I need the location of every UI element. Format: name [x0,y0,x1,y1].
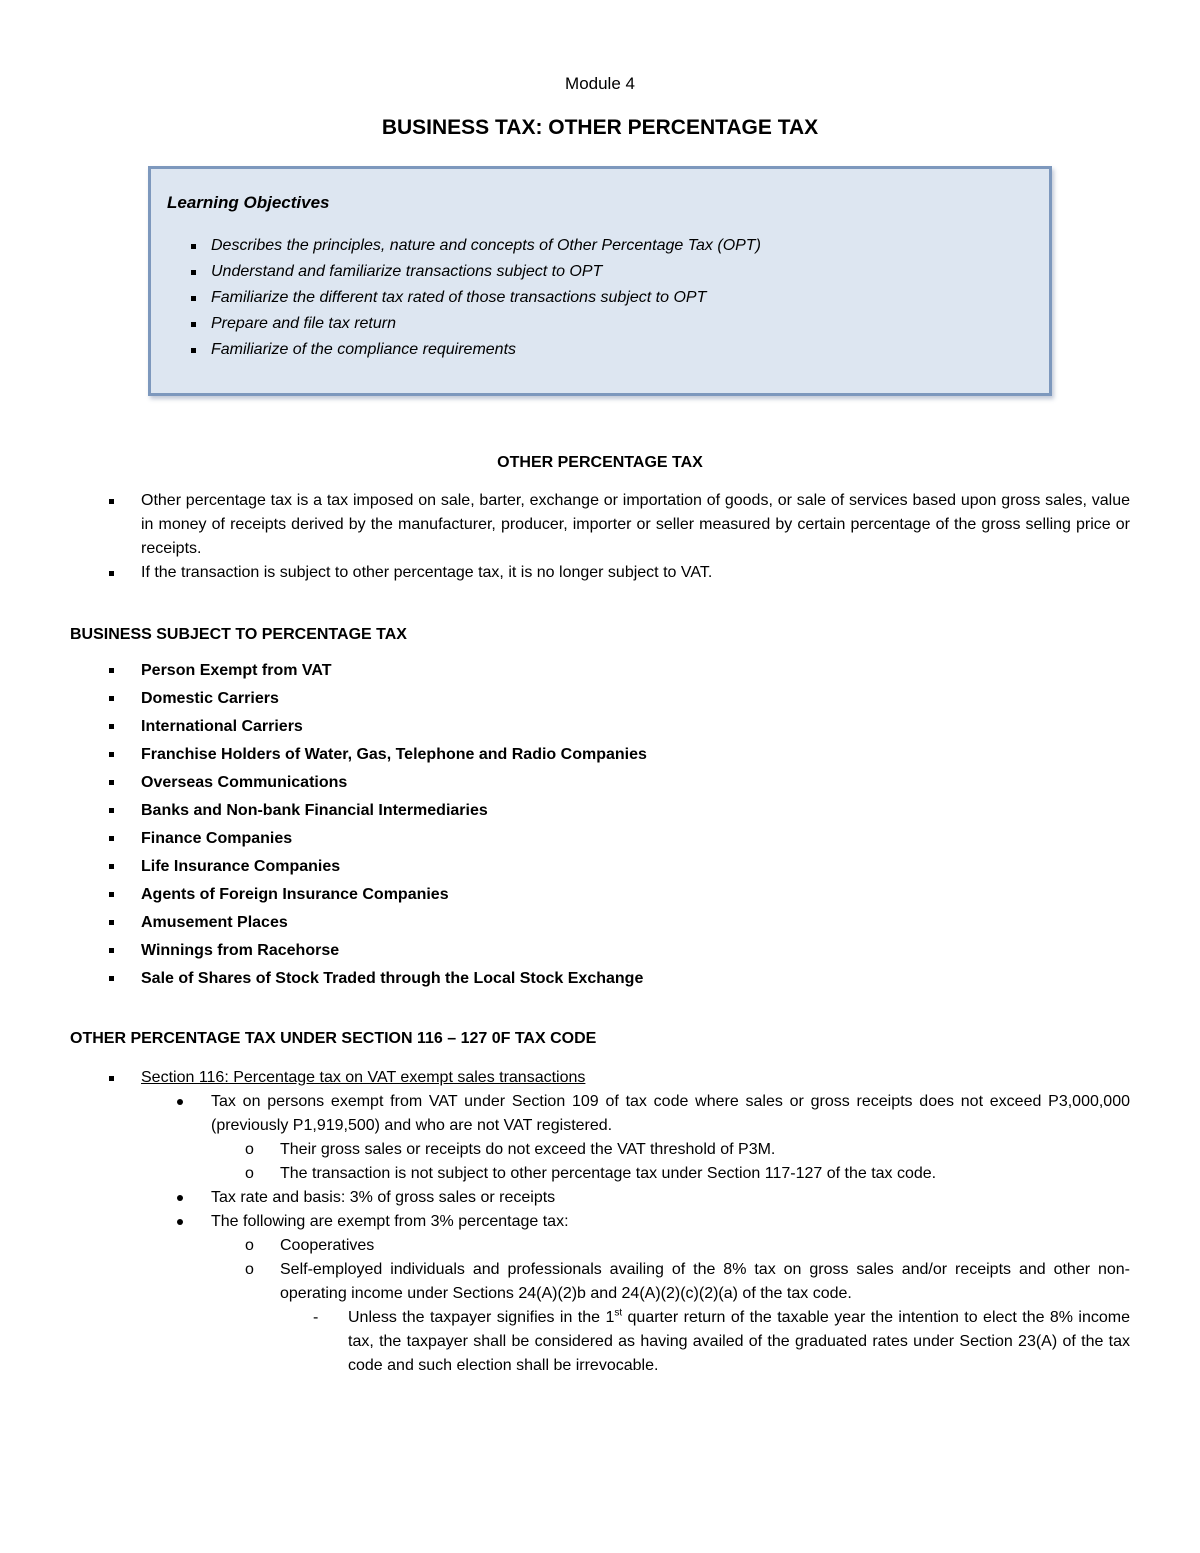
learning-objectives-box [148,166,1052,396]
business-heading: BUSINESS SUBJECT TO PERCENTAGE TAX [70,626,407,643]
list-item: International Carriers [106,716,647,744]
list-item: Agents of Foreign Insurance Companies [106,884,647,912]
section-116-block [106,1066,1130,1378]
square-bullet-icon [109,864,114,869]
square-bullet-icon [109,780,114,785]
list-item: Banks and Non-bank Financial Intermediaries [106,800,647,828]
section-heading: OTHER PERCENTAGE TAX UNDER SECTION 116 – 127 0F TAX CODE [70,1030,597,1047]
list-item: Finance Companies [106,828,647,856]
list-item: Life Insurance Companies [106,856,647,884]
list-item: o Their gross sales or receipts do not exceed the VAT threshold of P3M. [106,1138,1130,1162]
objective-item: Prepare and file tax return [187,311,761,337]
square-bullet-icon [109,920,114,925]
circle-bullet-icon: o [245,1261,254,1278]
learning-objectives-list [187,233,761,363]
list-item: Franchise Holders of Water, Gas, Telephone and Radio Companies [106,744,647,772]
module-label: Module 4 [565,74,635,93]
square-bullet-icon [109,892,114,897]
list-item: o Self-employed individuals and professionals availing of the 8% tax on gross sales and/or receipts and other non-operating income under Sections 24(A)(2)b and 24(A)(2)(c)(2)(a) of the tax code. [106,1258,1130,1306]
round-bullet-icon [177,1099,183,1105]
list-item: Tax rate and basis: 3% of gross sales or receipts [106,1186,1130,1210]
list-item: Amusement Places [106,912,647,940]
section-116-label: Section 116: Percentage tax on VAT exempt sales transactions [141,1069,586,1086]
list-item: o Cooperatives [106,1234,1130,1258]
business-list [106,660,647,996]
circle-bullet-icon: o [245,1141,254,1158]
round-bullet-icon [177,1195,183,1201]
learning-objectives-title: Learning Objectives [167,193,330,212]
square-bullet-icon [109,752,114,757]
objective-item: Understand and familiarize transactions subject to OPT [187,259,761,285]
objective-item: Familiarize of the compliance requirements [187,337,761,363]
list-item: The following are exempt from 3% percentage tax: [106,1210,1130,1234]
square-bullet-icon [109,836,114,841]
list-item: Domestic Carriers [106,688,647,716]
square-bullet-icon [109,571,114,576]
opt-heading: OTHER PERCENTAGE TAX [497,454,703,471]
list-item: If the transaction is subject to other percentage tax, it is no longer subject to VAT. [106,561,1130,585]
list-item: o The transaction is not subject to other percentage tax under Section 117-127 of the tax code. [106,1162,1130,1186]
square-bullet-icon [109,808,114,813]
section-116-item [106,1066,1130,1090]
circle-bullet-icon: o [245,1237,254,1254]
square-bullet-icon [191,296,196,301]
list-item: - Unless the taxpayer signifies in the 1st quarter return of the taxable year the intention to elect the 8% income tax, the taxpayer shall be considered as having availed of the graduated rates under Section 23(A) of the tax code and such election shall be irrevocable. [313,1307,1130,1374]
list-item: Winnings from Racehorse [106,940,647,968]
list-item: Overseas Communications [106,772,647,800]
page-title: BUSINESS TAX: OTHER PERCENTAGE TAX [381,116,819,139]
square-bullet-icon [109,948,114,953]
square-bullet-icon [109,1076,114,1081]
circle-bullet-icon: o [245,1165,254,1182]
round-bullet-icon [177,1219,183,1225]
square-bullet-icon [109,499,114,504]
list-item: Other percentage tax is a tax imposed on sale, barter, exchange or importation of goods, or sale of services based upon gross sales, value in money of receipts derived by the manufacturer, producer, importer or seller measured by certain percentage of the gross selling price or receipts. [106,489,1130,561]
list-item: Person Exempt from VAT [106,660,647,688]
square-bullet-icon [191,244,196,249]
objective-item: Describes the principles, nature and concepts of Other Percentage Tax (OPT) [187,233,761,259]
objective-item: Familiarize the different tax rated of those transactions subject to OPT [187,285,761,311]
list-item: Tax on persons exempt from VAT under Section 109 of tax code where sales or gross receipts does not exceed P3,000,000 (previously P1,919,500) and who are not VAT registered. [106,1090,1130,1138]
square-bullet-icon [191,270,196,275]
square-bullet-icon [109,668,114,673]
dash-bullet-icon: - [313,1309,319,1326]
square-bullet-icon [109,724,114,729]
opt-list [106,489,1130,585]
square-bullet-icon [191,348,196,353]
square-bullet-icon [109,976,114,981]
square-bullet-icon [109,696,114,701]
list-item: Sale of Shares of Stock Traded through the Local Stock Exchange [106,968,647,996]
square-bullet-icon [191,322,196,327]
